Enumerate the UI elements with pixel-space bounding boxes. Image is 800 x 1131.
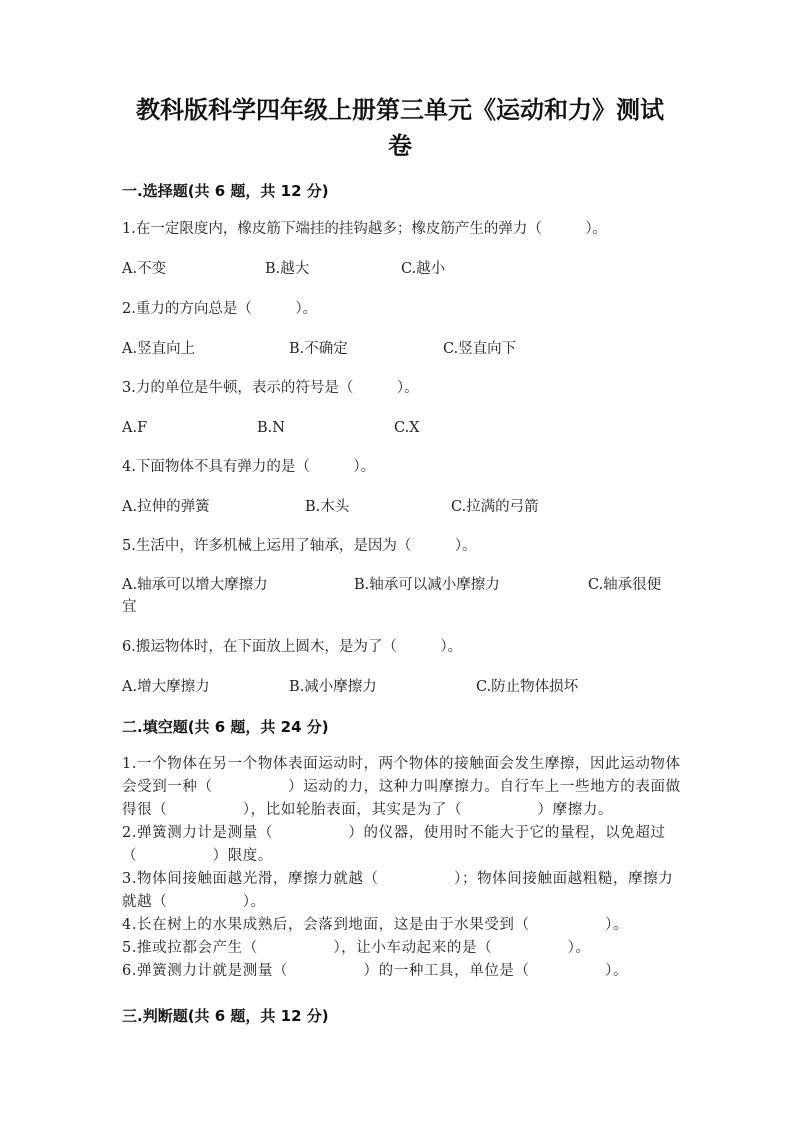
question-1: 1.在一定限度内，橡皮筋下端挂的挂钩越多；橡皮筋产生的弹力（ ）。 <box>122 221 608 237</box>
fill-item-2: 2.弹簧测力计是测量（ ）的仪器，使用时不能大于它的量程，以免超过（ ）限度。 <box>122 825 666 864</box>
option-4c: C.拉满的弓箭 <box>451 499 539 515</box>
option-6c: C.防止物体损坏 <box>476 679 579 695</box>
exam-title <box>100 92 700 164</box>
fill-blank-list <box>122 753 682 983</box>
fill-item-6: 6.弹簧测力计就是测量（ ）的一种工具，单位是（ ）。 <box>122 963 629 979</box>
option-2a: A.竖直向上 <box>122 341 196 357</box>
option-1c: C.越小 <box>401 261 446 277</box>
option-6a: A.增大摩擦力 <box>122 679 210 695</box>
title-line-1: 教科版科学四年级上册第三单元《运动和力》测试 <box>136 96 664 124</box>
option-5b: B.轴承可以减小摩擦力 <box>354 577 500 593</box>
option-5c-wrap: 宜 <box>122 599 137 615</box>
fill-item-1: 1.一个物体在另一个物体表面运动时，两个物体的接触面会发生摩擦，因此运动物体会受到一种（ ）运动的力，这种力叫摩擦力。自行车上一些地方的表面做得很（ ），比如轮胎表面，其实是为了（ ）摩擦力。 <box>122 756 681 818</box>
section-heading-judge: 三.判断题(共 6 题，共 12 分) <box>122 1007 329 1025</box>
option-2b: B.不确定 <box>289 341 348 357</box>
option-3c: C.X <box>394 420 420 436</box>
option-4b: B.木头 <box>305 499 350 515</box>
question-6: 6.搬运物体时，在下面放上圆木，是为了（ ）。 <box>122 639 463 655</box>
option-4a: A.拉伸的弹簧 <box>122 499 210 515</box>
option-2c: C.竖直向下 <box>443 341 517 357</box>
option-1a: A.不变 <box>122 261 167 277</box>
option-3a: A.F <box>122 420 148 436</box>
question-5: 5.生活中，许多机械上运用了轴承，是因为（ ）。 <box>122 538 477 554</box>
fill-item-3: 3.物体间接触面越光滑，摩擦力就越（ ）；物体间接触面越粗糙，摩擦力就越（ ）。 <box>122 871 674 910</box>
title-line-2: 卷 <box>388 132 412 160</box>
section-heading-fill: 二.填空题(共 6 题，共 24 分) <box>122 718 329 736</box>
option-1b: B.越大 <box>265 261 310 277</box>
section-heading-choice: 一.选择题(共 6 题，共 12 分) <box>122 182 329 200</box>
option-5c: C.轴承很便 <box>588 577 662 593</box>
option-6b: B.减小摩擦力 <box>289 679 377 695</box>
question-2: 2.重力的方向总是（ ）。 <box>122 301 318 317</box>
question-3: 3.力的单位是牛顿，表示的符号是（ ）。 <box>122 380 419 396</box>
option-3b: B.N <box>257 420 285 436</box>
question-4: 4.下面物体不具有弹力的是（ ）。 <box>122 459 376 475</box>
fill-item-4: 4.长在树上的水果成熟后，会落到地面，这是由于水果受到（ ）。 <box>122 917 629 933</box>
fill-item-5: 5.推或拉都会产生（ ），让小车动起来的是（ ）。 <box>122 940 591 956</box>
option-5a: A.轴承可以增大摩擦力 <box>122 577 268 593</box>
